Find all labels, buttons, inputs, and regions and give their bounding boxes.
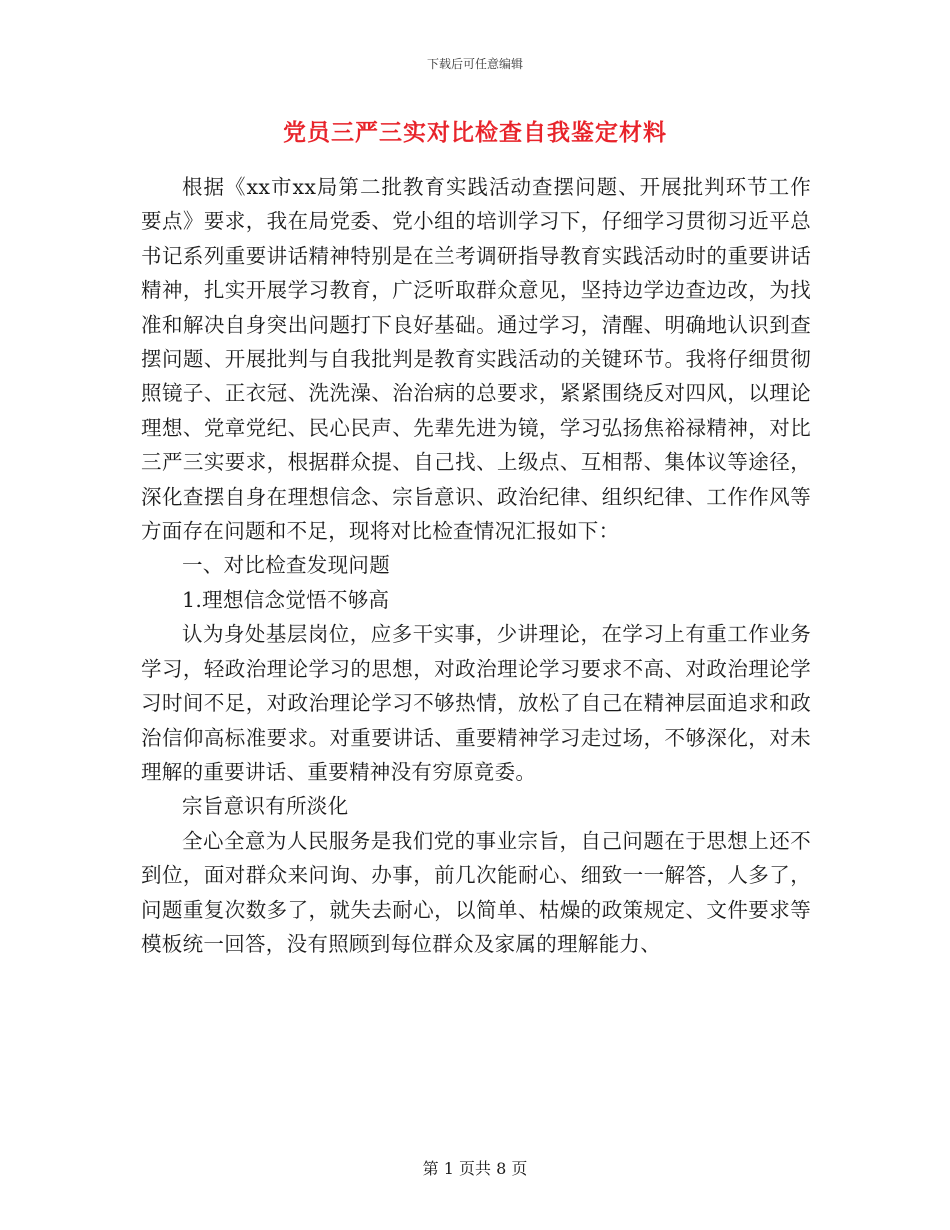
document-body	[141, 170, 811, 961]
subsection-paragraph-1: 认为身处基层岗位，应多干实事，少讲理论，在学习上有重工作业务学习，轻政治理论学习的思想，对政治理论学习要求不高、对政治理论学习时间不足，对政治理论学习不够热情，放松了自己在精神层面追求和政治信仰高标准要求。对重要讲话、重要精神学习走过场，不够深化，对未理解的重要讲话、重要精神没有穷原竟委。	[141, 622, 811, 784]
document-title: 党员三严三实对比检查自我鉴定材料	[283, 119, 667, 146]
subsection-heading-2: 宗旨意识有所淡化	[182, 794, 349, 819]
subsection-paragraph-2: 全心全意为人民服务是我们党的事业宗旨，自己问题在于思想上还不到位，面对群众来问询、办事，前几次能耐心、细致一一解答，人多了，问题重复次数多了，就失去耐心，以简单、枯燥的政策规定、文件要求等模板统一回答，没有照顾到每位群众及家属的理解能力、	[141, 828, 811, 956]
header-note: 下载后可任意编辑	[426, 57, 523, 71]
intro-paragraph: 根据《xx市xx局第二批教育实践活动查摆问题、开展批判环节工作要点》要求，我在局党委、党小组的培训学习下，仔细学习贯彻习近平总书记系列重要讲话精神特别是在兰考调研指导教育实践活动时的重要讲话精神，扎实开展学习教育，广泛听取群众意见，坚持边学边查边改，为找准和解决自身突出问题打下良好基础。通过学习，清醒、明确地认识到查摆问题、开展批判与自我批判是教育实践活动的关键环节。我将仔细贯彻照镜子、正衣冠、洗洗澡、治治病的总要求，紧紧围绕反对四风，以理论理想、党章党纪、民心民声、先辈先进为镜，学习弘扬焦裕禄精神，对比三严三实要求，根据群众提、自己找、上级点、互相帮、集体议等途径，深化查摆自身在理想信念、宗旨意识、政治纪律、组织纪律、工作作风等方面存在问题和不足，现将对比检查情况汇报如下：	[141, 175, 811, 544]
subsection-heading-1: 1.理想信念觉悟不够高	[182, 587, 390, 612]
page-indicator: 第 1 页共 8 页	[422, 1159, 528, 1178]
section-heading-1: 一、对比检查发现问题	[182, 553, 390, 578]
